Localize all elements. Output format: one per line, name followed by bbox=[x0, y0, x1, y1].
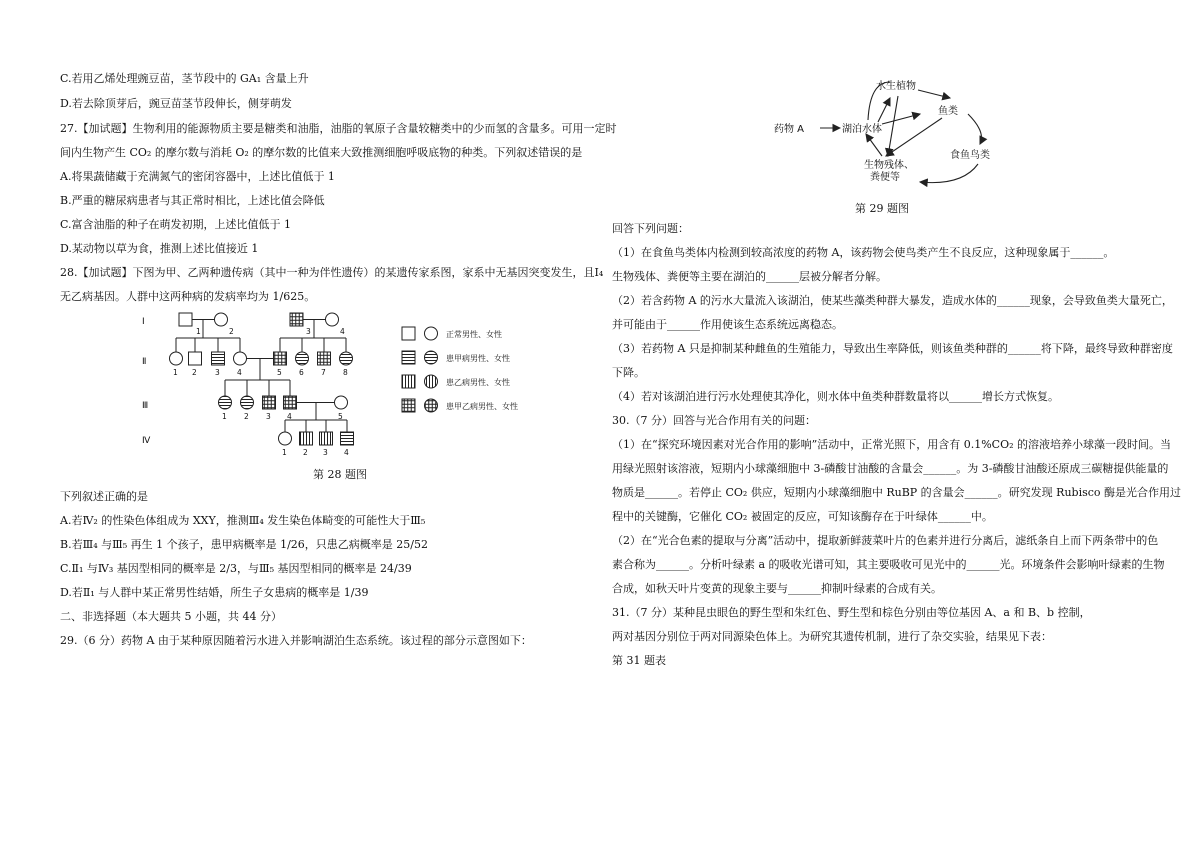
q30-part2-line1: （2）在“光合色素的提取与分离”活动中，提取新鲜菠菜叶片的色素并进行分离后，滤纸条自上而下两条带中的色 bbox=[612, 534, 1159, 547]
q30-stem: 30.（7 分）回答与光合作用有关的问题： bbox=[612, 414, 816, 427]
q28-option-c: C.Ⅱ₁ 与Ⅳ₃ 基因型相同的概率是 2/3，与Ⅲ₅ 基因型相同的概率是 24/39 bbox=[60, 562, 412, 575]
num-I2: 2 bbox=[229, 327, 234, 336]
legend-a-male bbox=[402, 351, 415, 364]
q26-option-c: C.若用乙烯处理豌豆苗，茎节段中的 GA₁ 含量上升 bbox=[60, 72, 309, 85]
q29-answer-prompt: 回答下列问题： bbox=[612, 222, 689, 235]
legend-label-b: 患乙病男性、女性 bbox=[446, 378, 510, 387]
ped-II4-normal-female bbox=[234, 352, 247, 365]
num-IV3: 3 bbox=[323, 448, 328, 457]
fig29-caption: 第 29 题图 bbox=[855, 202, 909, 215]
q29-part4: （4）若对该湖泊进行污水处理使其净化，则水体中鱼类种群数量将以______增长方式恢复。 bbox=[612, 390, 1059, 403]
num-I4: 4 bbox=[340, 327, 345, 336]
q28-option-d: D.若Ⅱ₁ 与人群中某正常男性结婚，所生子女患病的概率是 1/39 bbox=[60, 586, 369, 599]
ped-IV1-normal-female bbox=[279, 432, 292, 445]
arrow-water-fish bbox=[882, 114, 920, 124]
q28-stem-line1: 28.【加试题】下图为甲、乙两种遗传病（其中一种为伴性遗传）的某遗传家系图，家系中无基因突变发生，且Ⅰ₄ bbox=[60, 266, 604, 279]
ped-II2-normal-male bbox=[189, 352, 202, 365]
arrow-plants-fish bbox=[918, 90, 950, 98]
num-III3: 3 bbox=[266, 412, 271, 421]
ped-III4-both-male bbox=[284, 396, 297, 409]
ped-II5-both-male bbox=[274, 352, 287, 365]
arrow-birds-remains bbox=[920, 164, 978, 183]
num-III5: 5 bbox=[338, 412, 343, 421]
legend-a-female bbox=[425, 351, 438, 364]
q27-option-d: D.某动物以草为食，推测上述比值接近 1 bbox=[60, 242, 259, 255]
num-II1: 1 bbox=[173, 368, 178, 377]
q30-part2-line3: 合成，如秋天叶片变黄的现象主要与______抑制叶绿素的合成有关。 bbox=[612, 582, 942, 595]
node-fish: 鱼类 bbox=[938, 106, 958, 117]
num-IV4: 4 bbox=[344, 448, 349, 457]
q28-stem-line2: 无乙病基因。人群中这两种病的发病率均为 1/625。 bbox=[60, 290, 316, 303]
q30-part2-line2: 素合称为______。分析叶绿素 a 的吸收光谱可知，其主要吸收可见光中的______光。环境条件会影响叶绿素的生物 bbox=[612, 558, 1165, 571]
ped-III3-both-male bbox=[263, 396, 276, 409]
num-II5: 5 bbox=[277, 368, 282, 377]
fig28-caption: 第 28 题图 bbox=[313, 468, 367, 481]
ped-II6-a-female bbox=[296, 352, 309, 365]
ped-IV4-a-male bbox=[341, 432, 354, 445]
ped-II3-a-male bbox=[212, 352, 225, 365]
arrow-plants-remains bbox=[888, 96, 898, 156]
legend-normal-female bbox=[425, 327, 438, 340]
q30-part1-line3: 物质是______。若停止 CO₂ 供应，短期内小球藻细胞中 RuBP 的含量会______。研究发现 Rubisco 酶是光合作用过 bbox=[612, 486, 1182, 499]
num-II3: 3 bbox=[215, 368, 220, 377]
num-II7: 7 bbox=[321, 368, 326, 377]
ped-III5-normal-female bbox=[335, 396, 348, 409]
q29-part2-line2: 并可能由于______作用使该生态系统远离稳态。 bbox=[612, 318, 843, 331]
arrow-fish-birds bbox=[968, 114, 982, 144]
arrow-remains-water bbox=[866, 134, 882, 156]
q29-part3-line2: 下降。 bbox=[612, 366, 645, 379]
q31-stem-line1: 31.（7 分）某种昆虫眼色的野生型和朱红色、野生型和棕色分别由等位基因 A、a 和 B、b 控制， bbox=[612, 606, 1091, 619]
ped-II7-both-male bbox=[318, 352, 331, 365]
q29-part3-line1: （3）若药物 A 只是抑制某种雌鱼的生殖能力，导致出生率降低，则该鱼类种群的______将下降，最终导致种群密度 bbox=[612, 342, 1173, 355]
q28-prompt: 下列叙述正确的是 bbox=[60, 490, 148, 503]
q29-part1-line2: 生物残体、粪便等主要在湖泊的______层被分解者分解。 bbox=[612, 270, 887, 283]
q27-option-c: C.富含油脂的种子在萌发初期，上述比值低于 1 bbox=[60, 218, 292, 231]
q28-option-a: A.若Ⅳ₂ 的性染色体组成为 XXY，推测Ⅲ₄ 发生染色体畸变的可能性大于Ⅲ₅ bbox=[60, 514, 426, 527]
ped-I3-both-male bbox=[290, 313, 303, 326]
num-III1: 1 bbox=[222, 412, 227, 421]
q28-option-b: B.若Ⅲ₄ 与Ⅲ₅ 再生 1 个孩子，患甲病概率是 1/26，只患乙病概率是 25/52 bbox=[60, 538, 428, 551]
num-IV2: 2 bbox=[303, 448, 308, 457]
gen-label-2: Ⅱ bbox=[142, 357, 147, 367]
q26-option-d: D.若去除顶芽后，豌豆苗茎节段伸长，侧芽萌发 bbox=[60, 97, 292, 110]
q29-part1-line1: （1）在食鱼鸟类体内检测到较高浓度的药物 A，该药物会使鸟类产生不良反应，这种现象属于______。 bbox=[612, 246, 1115, 259]
legend-b-male bbox=[402, 375, 415, 388]
num-III4: 4 bbox=[287, 412, 292, 421]
ped-I1-normal-male bbox=[179, 313, 192, 326]
ped-IV3-b-male bbox=[320, 432, 333, 445]
ped-III1-a-female bbox=[219, 396, 232, 409]
legend-ab-male bbox=[402, 399, 415, 412]
q30-part1-line1: （1）在“探究环境因素对光合作用的影响”活动中，正常光照下，用含有 0.1%CO₂ 的溶液培养小球藻一段时间。当 bbox=[612, 438, 1172, 451]
node-aquatic-plants: 水生植物 bbox=[876, 81, 916, 92]
ped-III2-a-female bbox=[241, 396, 254, 409]
num-I1: 1 bbox=[196, 327, 201, 336]
legend-b-female bbox=[425, 375, 438, 388]
gen-label-1: Ⅰ bbox=[142, 317, 145, 327]
q29-part2-line1: （2）若含药物 A 的污水大量流入该湖泊，使某些藻类种群大暴发，造成水体的______现象，会导致鱼类大量死亡， bbox=[612, 294, 1173, 307]
ped-IV2-b-male bbox=[300, 432, 313, 445]
q27-option-b: B.严重的糖尿病患者与其正常时相比，上述比值会降低 bbox=[60, 194, 325, 207]
arrow-fish-remains bbox=[886, 118, 942, 156]
gen-label-3: Ⅲ bbox=[142, 401, 149, 411]
legend-ab-female bbox=[425, 399, 438, 412]
section-2-heading: 二、非选择题（本大题共 5 小题，共 44 分） bbox=[60, 610, 282, 623]
node-remains-line1: 生物残体、 bbox=[864, 160, 914, 171]
ped-I4-normal-female bbox=[326, 313, 339, 326]
legend-label-a: 患甲病男性、女性 bbox=[446, 354, 510, 363]
ped-II8-a-female bbox=[340, 352, 353, 365]
node-remains-line2: 粪便等 bbox=[870, 172, 900, 183]
node-lake-water: 湖泊水体 bbox=[842, 124, 882, 135]
num-II6: 6 bbox=[299, 368, 304, 377]
ped-I2-normal-female bbox=[215, 313, 228, 326]
q30-part1-line4: 程中的关键酶，它催化 CO₂ 被固定的反应，可知该酶存在于叶绿体______中。 bbox=[612, 510, 993, 523]
arrow-water-plants bbox=[878, 98, 890, 122]
gen-label-4: Ⅳ bbox=[142, 436, 151, 446]
q29-stem: 29.（6 分）药物 A 由于某种原因随着污水进入并影响湖泊生态系统。该过程的部分示意图如下： bbox=[60, 634, 532, 647]
pedigree-figure bbox=[140, 308, 580, 470]
legend-normal-male bbox=[402, 327, 415, 340]
legend-label-ab: 患甲乙病男性、女性 bbox=[446, 402, 518, 411]
num-II2: 2 bbox=[192, 368, 197, 377]
q27-option-a: A.将果蔬储藏于充满氮气的密闭容器中，上述比值低于 1 bbox=[60, 170, 335, 183]
q31-table-caption: 第 31 题表 bbox=[612, 654, 666, 667]
num-I3: 3 bbox=[306, 327, 311, 336]
num-III2: 2 bbox=[244, 412, 249, 421]
node-fish-birds: 食鱼鸟类 bbox=[950, 150, 990, 161]
num-II8: 8 bbox=[343, 368, 348, 377]
legend-label-normal: 正常男性、女性 bbox=[446, 330, 502, 339]
num-II4: 4 bbox=[237, 368, 242, 377]
q30-part1-line2: 用绿光照射该溶液，短期内小球藻细胞中 3-磷酸甘油酸的含量会______。为 3-磷酸甘油酸还原成三碳糖提供能量的 bbox=[612, 462, 1169, 475]
q27-stem-line1: 27.【加试题】生物利用的能源物质主要是糖类和油脂，油脂的氧原子含量较糖类中的少而氢的含量多。可用一定时 bbox=[60, 122, 617, 135]
num-IV1: 1 bbox=[282, 448, 287, 457]
ecosystem-diagram bbox=[772, 76, 1002, 192]
q27-stem-line2: 间内生物产生 CO₂ 的摩尔数与消耗 O₂ 的摩尔数的比值来大致推测细胞呼吸底物的种类。下列叙述错误的是 bbox=[60, 146, 583, 159]
ped-II1-normal-female bbox=[170, 352, 183, 365]
q31-stem-line2: 两对基因分别位于两对同源染色体上。为研究其遗传机制，进行了杂交实验，结果见下表： bbox=[612, 630, 1052, 643]
node-drug-a: 药物 A bbox=[774, 124, 805, 135]
